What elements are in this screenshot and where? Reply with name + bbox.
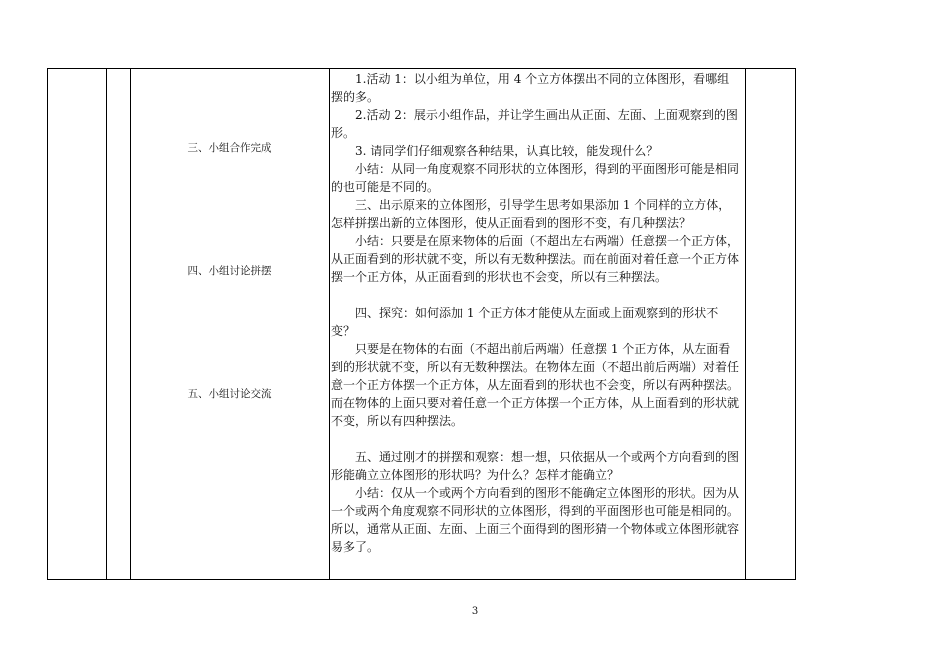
step-label-group-work: 三、小组合作完成 xyxy=(187,142,272,154)
summary-2-text: 小结：只要是在原来物体的后面（不超出左右两端）任意摆一个正方体，从正面看到的形状就不变，所以有无数种摆法。而在前面对着任意一个正方体摆一个正方体，从正面看到的形状也不会变，所以有三种摆法。 xyxy=(331,234,740,284)
section-5-text: 五、通过刚才的拼摆和观察：想一想，只依据从一个或两个方向看到的图形能确立立体图形的形状吗？为什么？怎样才能确立？ xyxy=(331,450,740,482)
activity-2-text: 2.活动 2：展示小组作品，并让学生画出从正面、左面、上面观察到的图形。 xyxy=(331,108,738,140)
activity-1-text: 1.活动 1：以小组为单位，用 4 个立方体摆出不同的立体图形，看哪组摆的多。 xyxy=(331,72,730,104)
lesson-table xyxy=(47,68,796,580)
activity-3-text: 3. 请同学们仔细观察各种结果，认真比较，能发现什么？ xyxy=(355,144,659,158)
summary-3-text: 小结：仅从一个或两个方向看到的图形不能确定立体图形的形状。因为从一个或两个角度观察不同形状的立体图形，得到的平面图形也可能是相同的。所以，通常从正面、左面、上面三个面得到的图形猜一个物体或立体图形就容易多了。 xyxy=(331,486,740,554)
column-divider xyxy=(745,69,746,579)
page-number: 3 xyxy=(471,606,479,617)
section-4-text: 四、探究：如何添加 1 个正方体才能使从左面或上面观察到的形状不变？ xyxy=(331,306,719,338)
step-label-group-arrangement: 四、小组讨论拼摆 xyxy=(187,265,272,277)
summary-1-text: 小结：从同一角度观察不同形状的立体图形，得到的平面图形可能是相同的也可能是不同的。 xyxy=(331,162,740,194)
section-3-text: 三、出示原来的立体图形，引导学生思考如果添加 1 个同样的立方体，怎样拼摆出新的立体图形，使从正面看到的图形不变，有几种摆法？ xyxy=(331,198,731,230)
section-4-answer-text: 只要是在物体的右面（不超出前后两端）任意摆 1 个正方体，从左面看到的形状就不变，所以有无数种摆法。在物体左面（不超出前后两端）对着任意一个正方体摆一个正方体，从左面看到的形状也不会变，所以有两种摆法。而在物体的上面只要对着任意一个正方体摆一个正方体，从上面看到的形状就不变，所以有四种摆法。 xyxy=(331,342,740,428)
activity-content xyxy=(331,70,741,556)
column-divider xyxy=(329,69,330,579)
column-divider xyxy=(106,69,107,579)
step-label-group-discussion: 五、小组讨论交流 xyxy=(187,388,272,400)
